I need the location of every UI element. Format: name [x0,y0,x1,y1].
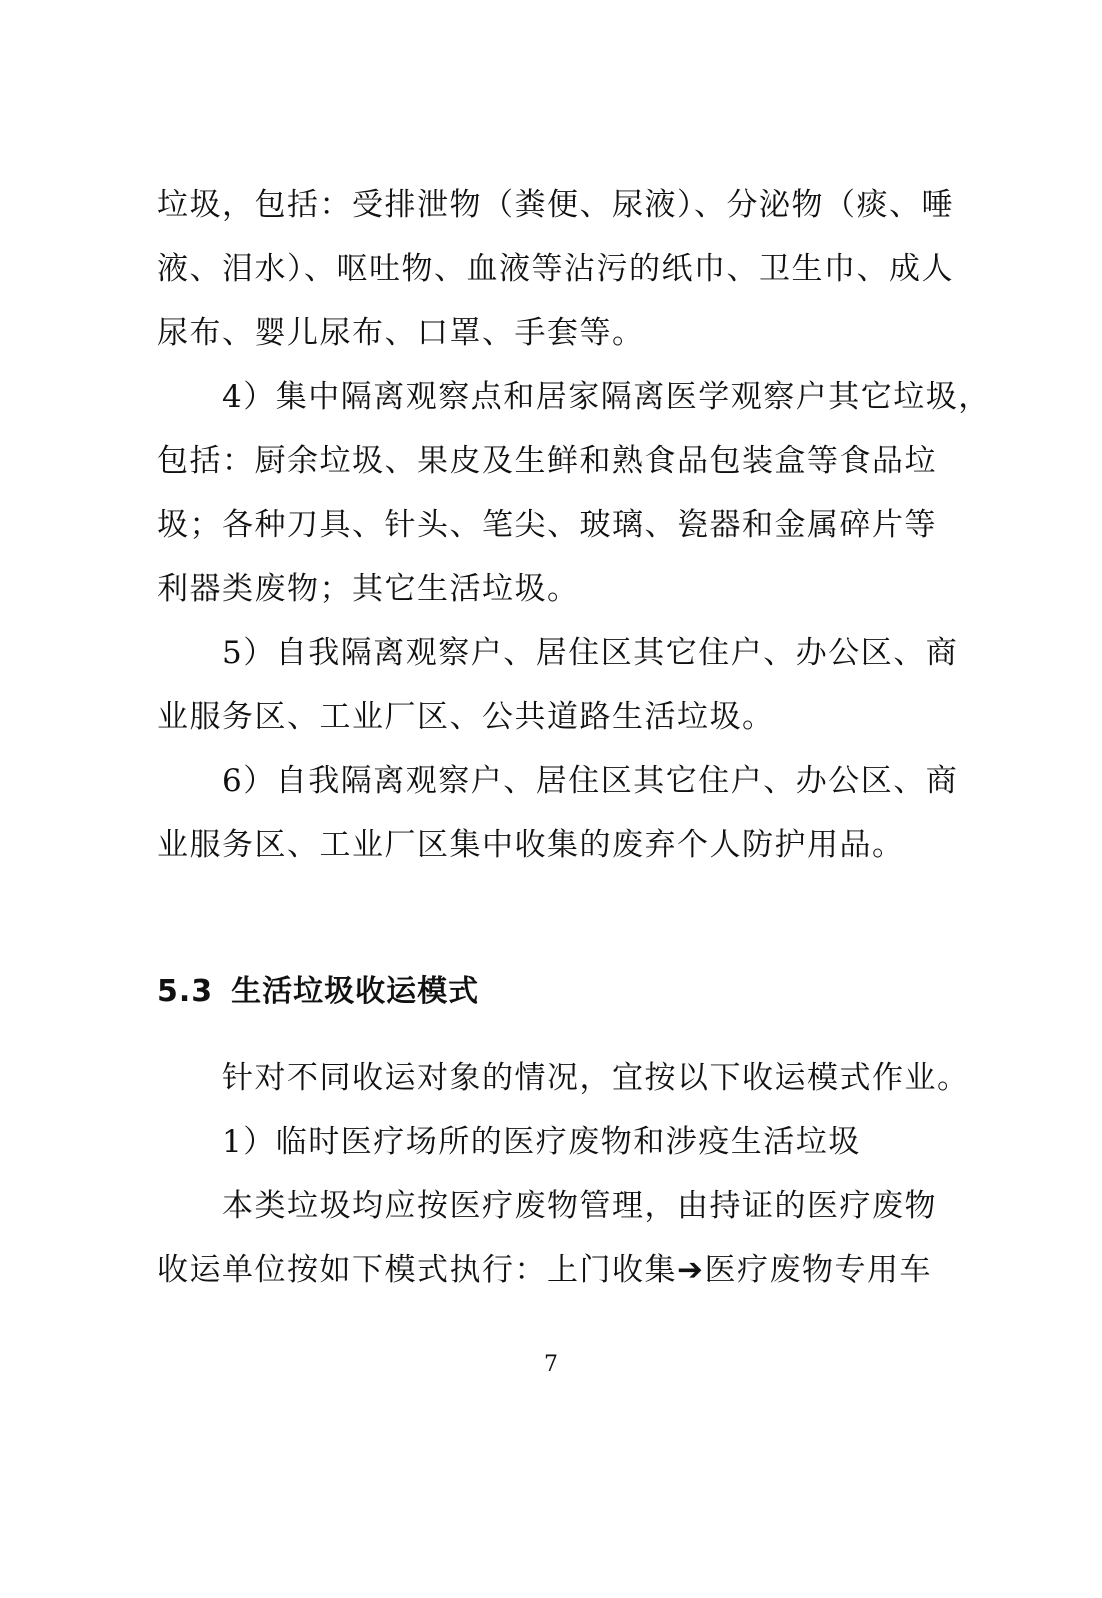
list-item-6-line-1: 6）自我隔离观察户、居住区其它住户、办公区、商 [222,763,959,799]
list-item-5-line-2: 业服务区、工业厂区、公共道路生活垃圾。 [157,699,775,735]
section-title: 生活垃圾收运模式 [231,974,480,1009]
section-number: 5.3 [157,974,214,1009]
section-intro-line: 针对不同收运对象的情况，宜按以下收运模式作业。 [222,1060,970,1096]
list-item-4-line-3: 圾；各种刀具、针头、笔尖、玻璃、瓷器和金属碎片等 [157,507,937,543]
section-heading [157,972,479,1012]
subsection-1-title: 1）临时医疗场所的医疗废物和涉疫生活垃圾 [222,1124,861,1160]
list-item-4-line-1: 4）集中隔离观察点和居家隔离医学观察户其它垃圾， [222,379,991,415]
list-item-6-line-2: 业服务区、工业厂区集中收集的废弃个人防护用品。 [157,827,905,863]
body-line-3: 尿布、婴儿尿布、口罩、手套等。 [157,315,645,351]
subsection-1-para-line-1: 本类垃圾均应按医疗废物管理，由持证的医疗废物 [222,1188,937,1224]
subsection-1-para-line-2 [157,1250,957,1290]
page-number: 7 [544,1352,558,1377]
list-item-4-line-4: 利器类废物；其它生活垃圾。 [157,571,580,607]
line-text-before-arrow: 收运单位按如下模式执行：上门收集 [157,1252,677,1288]
line-text-after-arrow: 医疗废物专用车 [704,1252,932,1288]
list-item-5-line-1: 5）自我隔离观察户、居住区其它住户、办公区、商 [222,635,959,671]
list-item-4-line-2: 包括：厨余垃圾、果皮及生鲜和熟食品包装盒等食品垃 [157,443,937,479]
right-arrow-icon: ➔ [677,1252,705,1288]
body-line-2: 液、泪水）、呕吐物、血液等沾污的纸巾、卫生巾、成人 [157,251,954,287]
body-line-1: 垃圾，包括：受排泄物（粪便、尿液）、分泌物（痰、唾 [157,187,954,223]
